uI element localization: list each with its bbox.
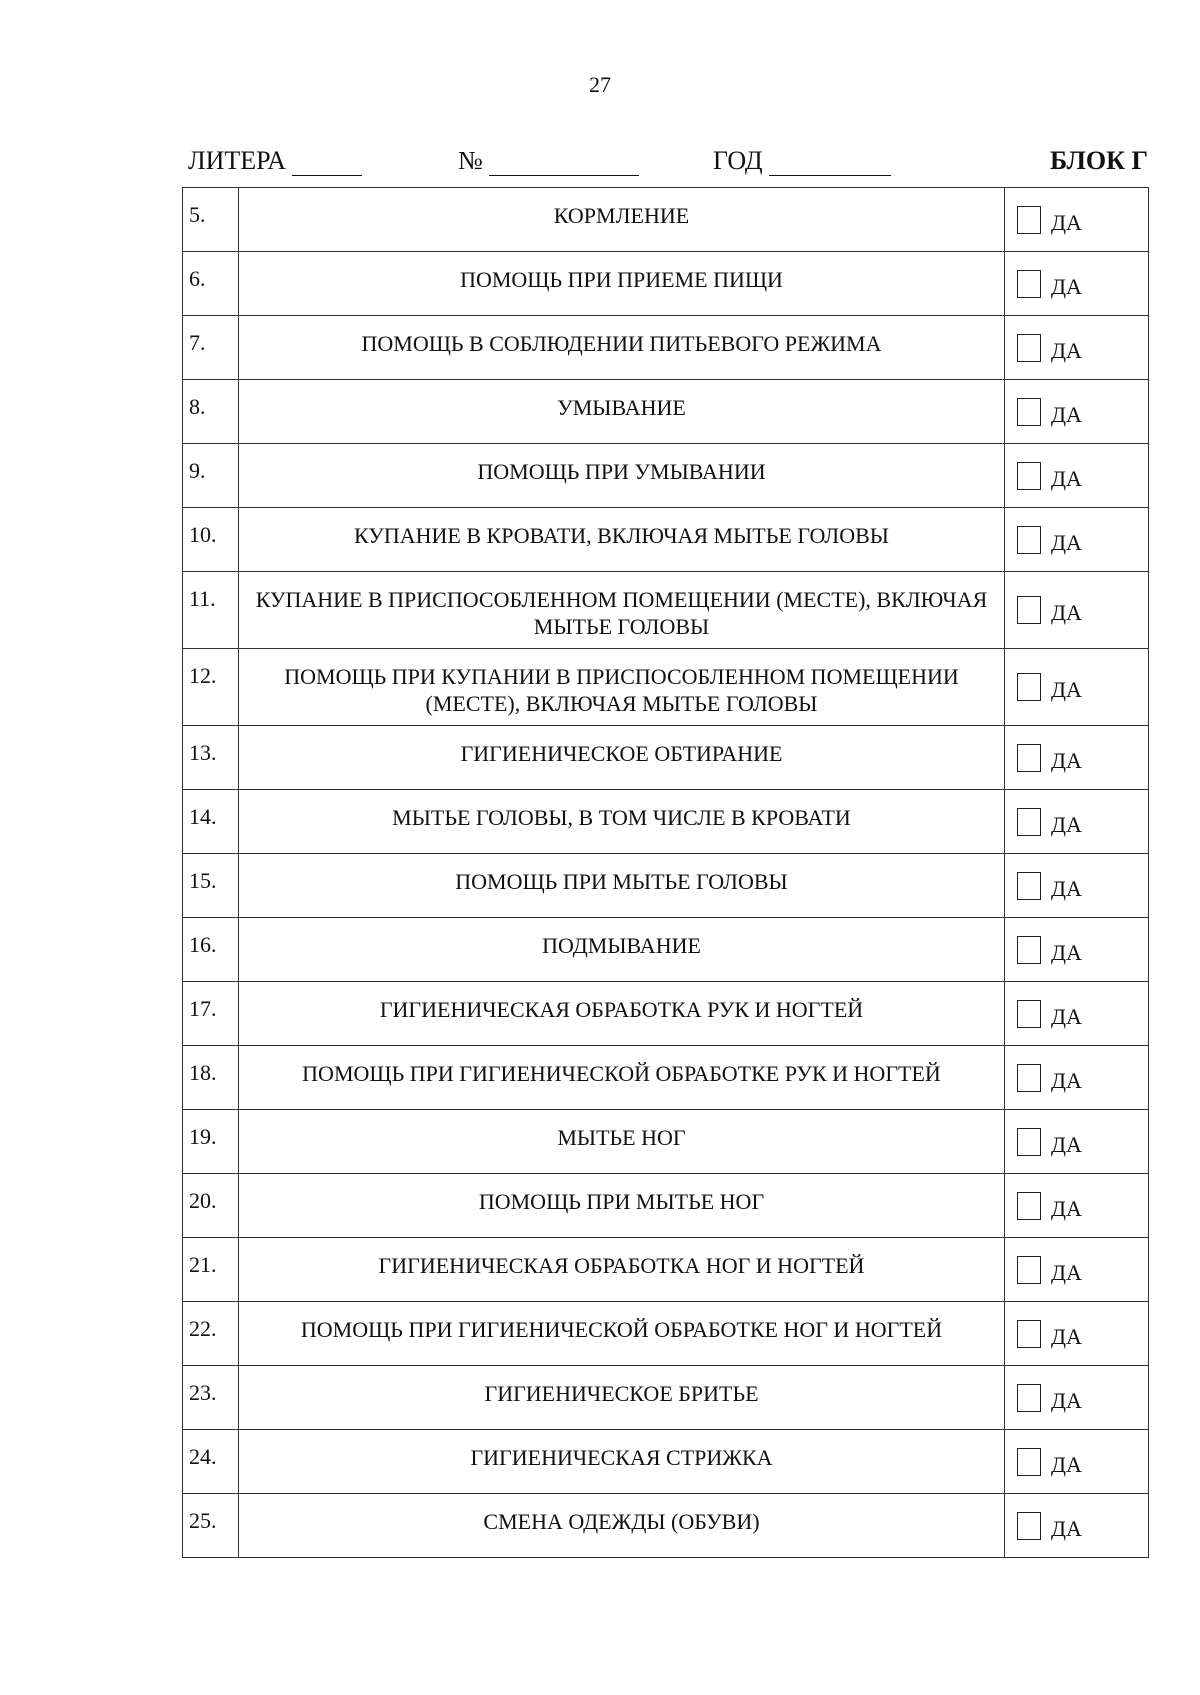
yes-checkbox[interactable] (1017, 1064, 1041, 1092)
row-label: ПОМОЩЬ ПРИ ГИГИЕНИЧЕСКОЙ ОБРАБОТКЕ НОГ И НОГТЕЙ (239, 1302, 1005, 1366)
table-row (183, 790, 1149, 854)
answer-option (1005, 524, 1148, 556)
row-label: КУПАНИЕ В ПРИСПОСОБЛЕННОМ ПОМЕЩЕНИИ (МЕСТЕ), ВКЛЮЧАЯ МЫТЬЕ ГОЛОВЫ (239, 572, 1005, 649)
answer-option (1005, 1254, 1148, 1286)
yes-label: ДА (1051, 465, 1082, 491)
yes-checkbox[interactable] (1017, 462, 1041, 490)
row-label: ПОМОЩЬ ПРИ МЫТЬЕ НОГ (239, 1174, 1005, 1238)
answer-option (1005, 998, 1148, 1030)
yes-label: ДА (1051, 1515, 1082, 1541)
row-label: МЫТЬЕ НОГ (239, 1110, 1005, 1174)
row-number: 10. (183, 508, 239, 572)
answer-cell (1005, 854, 1149, 918)
answer-option (1005, 204, 1148, 236)
answer-cell (1005, 1046, 1149, 1110)
row-number: 21. (183, 1238, 239, 1302)
row-label: ПОМОЩЬ ПРИ ПРИЕМЕ ПИЩИ (239, 252, 1005, 316)
answer-cell (1005, 444, 1149, 508)
row-number: 9. (183, 444, 239, 508)
row-label: КОРМЛЕНИЕ (239, 188, 1005, 252)
answer-cell (1005, 1174, 1149, 1238)
table-row (183, 1366, 1149, 1430)
yes-label: ДА (1051, 1067, 1082, 1093)
yes-label: ДА (1051, 811, 1082, 837)
yes-label: ДА (1051, 600, 1082, 625)
answer-option (1005, 396, 1148, 428)
row-label: ПОМОЩЬ ПРИ МЫТЬЕ ГОЛОВЫ (239, 854, 1005, 918)
answer-cell (1005, 1238, 1149, 1302)
answer-option (1005, 594, 1148, 626)
answer-option (1005, 934, 1148, 966)
services-table-body (183, 188, 1149, 1558)
table-row (183, 854, 1149, 918)
form-header (188, 146, 1148, 178)
answer-option (1005, 1446, 1148, 1478)
table-row (183, 508, 1149, 572)
yes-label: ДА (1051, 1131, 1082, 1157)
table-row (183, 1430, 1149, 1494)
answer-option (1005, 671, 1148, 703)
yes-checkbox[interactable] (1017, 1128, 1041, 1156)
row-number: 24. (183, 1430, 239, 1494)
table-row (183, 1494, 1149, 1558)
row-label: ПОДМЫВАНИЕ (239, 918, 1005, 982)
yes-checkbox[interactable] (1017, 744, 1041, 772)
number-input[interactable] (489, 151, 639, 176)
answer-cell (1005, 1430, 1149, 1494)
table-row (183, 1110, 1149, 1174)
yes-label: ДА (1051, 529, 1082, 555)
table-row (183, 1238, 1149, 1302)
yes-label: ДА (1051, 677, 1082, 702)
table-row (183, 649, 1149, 726)
row-number: 16. (183, 918, 239, 982)
table-row (183, 444, 1149, 508)
answer-cell (1005, 918, 1149, 982)
row-number: 23. (183, 1366, 239, 1430)
table-row (183, 982, 1149, 1046)
yes-checkbox[interactable] (1017, 1320, 1041, 1348)
yes-checkbox[interactable] (1017, 596, 1041, 624)
answer-cell (1005, 380, 1149, 444)
table-row (183, 252, 1149, 316)
answer-option (1005, 806, 1148, 838)
yes-label: ДА (1051, 401, 1082, 427)
table-row (183, 1302, 1149, 1366)
litera-label: ЛИТЕРА (188, 146, 287, 175)
row-number: 6. (183, 252, 239, 316)
row-label: КУПАНИЕ В КРОВАТИ, ВКЛЮЧАЯ МЫТЬЕ ГОЛОВЫ (239, 508, 1005, 572)
row-label: ГИГИЕНИЧЕСКОЕ ОБТИРАНИЕ (239, 726, 1005, 790)
answer-option (1005, 268, 1148, 300)
answer-option (1005, 1190, 1148, 1222)
yes-label: ДА (1051, 273, 1082, 299)
row-label: ПОМОЩЬ ПРИ КУПАНИИ В ПРИСПОСОБЛЕННОМ ПОМЕЩЕНИИ (МЕСТЕ), ВКЛЮЧАЯ МЫТЬЕ ГОЛОВЫ (239, 649, 1005, 726)
yes-label: ДА (1051, 209, 1082, 235)
answer-cell (1005, 1110, 1149, 1174)
answer-option (1005, 332, 1148, 364)
row-label: ГИГИЕНИЧЕСКАЯ ОБРАБОТКА РУК И НОГТЕЙ (239, 982, 1005, 1046)
answer-cell (1005, 572, 1149, 649)
row-number: 14. (183, 790, 239, 854)
number-label: № (458, 146, 483, 175)
litera-field (188, 146, 362, 176)
answer-option (1005, 1062, 1148, 1094)
row-label: ПОМОЩЬ ПРИ ГИГИЕНИЧЕСКОЙ ОБРАБОТКЕ РУК И НОГТЕЙ (239, 1046, 1005, 1110)
row-number: 13. (183, 726, 239, 790)
table-row (183, 918, 1149, 982)
yes-checkbox[interactable] (1017, 398, 1041, 426)
number-field (458, 146, 639, 176)
row-label: СМЕНА ОДЕЖДЫ (ОБУВИ) (239, 1494, 1005, 1558)
yes-label: ДА (1051, 1387, 1082, 1413)
yes-label: ДА (1051, 1003, 1082, 1029)
answer-option (1005, 870, 1148, 902)
page-number: 27 (589, 72, 611, 97)
block-label: БЛОК Г (1049, 146, 1148, 175)
row-number: 8. (183, 380, 239, 444)
row-number: 15. (183, 854, 239, 918)
year-input[interactable] (769, 151, 891, 176)
litera-input[interactable] (292, 151, 362, 176)
table-row (183, 380, 1149, 444)
answer-option (1005, 1126, 1148, 1158)
table-row (183, 1046, 1149, 1110)
row-number: 7. (183, 316, 239, 380)
yes-checkbox[interactable] (1017, 1192, 1041, 1220)
yes-checkbox[interactable] (1017, 1448, 1041, 1476)
answer-cell (1005, 790, 1149, 854)
year-label: ГОД (713, 146, 763, 175)
yes-label: ДА (1051, 1195, 1082, 1221)
yes-checkbox[interactable] (1017, 526, 1041, 554)
yes-checkbox[interactable] (1017, 1384, 1041, 1412)
yes-checkbox[interactable] (1017, 808, 1041, 836)
yes-checkbox[interactable] (1017, 673, 1041, 701)
row-label: ГИГИЕНИЧЕСКОЕ БРИТЬЕ (239, 1366, 1005, 1430)
yes-checkbox[interactable] (1017, 1512, 1041, 1540)
row-number: 17. (183, 982, 239, 1046)
services-table (182, 187, 1149, 1558)
answer-option (1005, 1382, 1148, 1414)
answer-cell (1005, 508, 1149, 572)
answer-option (1005, 1510, 1148, 1542)
yes-checkbox[interactable] (1017, 1256, 1041, 1284)
yes-checkbox[interactable] (1017, 936, 1041, 964)
row-number: 18. (183, 1046, 239, 1110)
answer-cell (1005, 982, 1149, 1046)
row-label: ГИГИЕНИЧЕСКАЯ СТРИЖКА (239, 1430, 1005, 1494)
yes-label: ДА (1051, 875, 1082, 901)
yes-checkbox[interactable] (1017, 206, 1041, 234)
row-number: 22. (183, 1302, 239, 1366)
answer-cell (1005, 252, 1149, 316)
answer-cell (1005, 726, 1149, 790)
row-label: ПОМОЩЬ В СОБЛЮДЕНИИ ПИТЬЕВОГО РЕЖИМА (239, 316, 1005, 380)
year-field (713, 146, 891, 176)
yes-label: ДА (1051, 939, 1082, 965)
answer-cell (1005, 649, 1149, 726)
yes-checkbox[interactable] (1017, 270, 1041, 298)
answer-option (1005, 742, 1148, 774)
answer-cell (1005, 1366, 1149, 1430)
answer-cell (1005, 1494, 1149, 1558)
row-number: 11. (183, 572, 239, 649)
yes-label: ДА (1051, 1259, 1082, 1285)
row-label: ПОМОЩЬ ПРИ УМЫВАНИИ (239, 444, 1005, 508)
yes-checkbox[interactable] (1017, 1000, 1041, 1028)
table-row (183, 572, 1149, 649)
row-number: 19. (183, 1110, 239, 1174)
answer-option (1005, 460, 1148, 492)
row-number: 25. (183, 1494, 239, 1558)
answer-option (1005, 1318, 1148, 1350)
table-row (183, 1174, 1149, 1238)
yes-checkbox[interactable] (1017, 334, 1041, 362)
yes-label: ДА (1051, 747, 1082, 773)
row-label: УМЫВАНИЕ (239, 380, 1005, 444)
answer-cell (1005, 1302, 1149, 1366)
answer-cell (1005, 188, 1149, 252)
row-label: МЫТЬЕ ГОЛОВЫ, В ТОМ ЧИСЛЕ В КРОВАТИ (239, 790, 1005, 854)
row-number: 5. (183, 188, 239, 252)
yes-label: ДА (1051, 337, 1082, 363)
row-label: ГИГИЕНИЧЕСКАЯ ОБРАБОТКА НОГ И НОГТЕЙ (239, 1238, 1005, 1302)
table-row (183, 726, 1149, 790)
yes-checkbox[interactable] (1017, 872, 1041, 900)
yes-label: ДА (1051, 1323, 1082, 1349)
yes-label: ДА (1051, 1451, 1082, 1477)
row-number: 20. (183, 1174, 239, 1238)
table-row (183, 188, 1149, 252)
answer-cell (1005, 316, 1149, 380)
row-number: 12. (183, 649, 239, 726)
table-row (183, 316, 1149, 380)
